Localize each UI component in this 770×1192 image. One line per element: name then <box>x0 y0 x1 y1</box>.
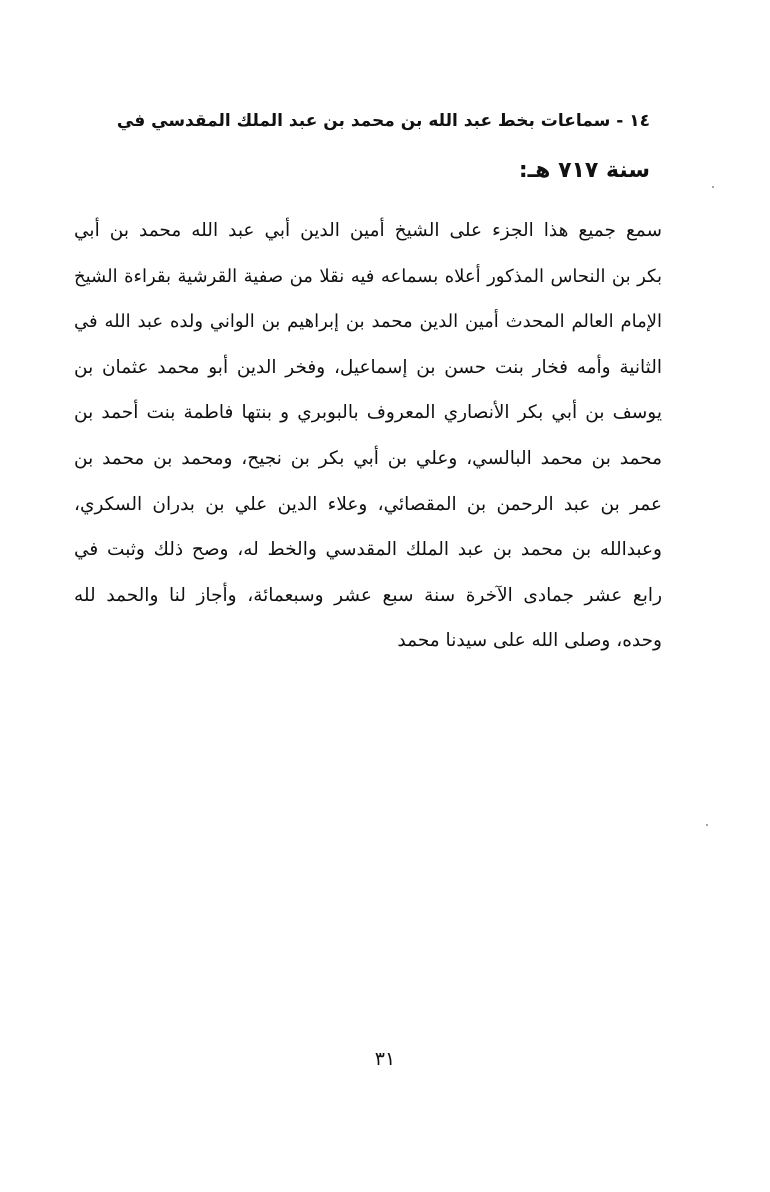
paragraph-line: يوسف بن أبي بكر الأنصاري المعروف بالبوبري و بنتها فاطمة بنت أحمد بن <box>74 402 662 424</box>
paragraph-line: رابع عشر جمادى الآخرة سنة سبع عشر وسبعمائة، وأجاز لنا والحمد لله <box>74 584 662 606</box>
section-heading <box>110 96 650 196</box>
paragraph-line: عمر بن عبد الرحمن بن المقصائي، وعلاء الدين علي بن بدران السكري، <box>74 493 662 515</box>
heading-line: ١٤ - سماعات بخط عبد الله بن محمد بن عبد الملك المقدسي في <box>116 111 650 131</box>
paragraph-line: سمع جميع هذا الجزء على الشيخ أمين الدين أبي عبد الله محمد بن أبي <box>74 220 662 241</box>
paragraph-line: بكر بن النحاس المذكور أعلاه بسماعه فيه نقلا من صفية القرشية بقراءة الشيخ <box>74 265 662 287</box>
paragraph-line: الإمام العالم المحدث أمين الدين محمد بن إبراهيم بن الواني ولده عبد الله في <box>74 311 662 333</box>
page-number: ٣١ <box>374 1048 396 1070</box>
heading-line: سنة ٧١٧ هـ: <box>518 158 650 183</box>
paragraph-line: وحده، وصلى الله على سيدنا محمد <box>397 630 662 652</box>
scan-speck <box>706 824 708 826</box>
paragraph-line: محمد بن محمد البالسي، وعلي بن أبي بكر بن نجيح، ومحمد بن محمد بن <box>74 447 662 469</box>
scan-speck <box>712 186 714 188</box>
paragraph-line: الثانية وأمه فخار بنت حسن بن إسماعيل، وفخر الدين أبو محمد عثمان بن <box>74 356 662 378</box>
body-paragraph <box>74 208 662 664</box>
paragraph-line: وعبدالله بن محمد بن عبد الملك المقدسي والخط له، وصح ذلك وثبت في <box>74 539 662 561</box>
